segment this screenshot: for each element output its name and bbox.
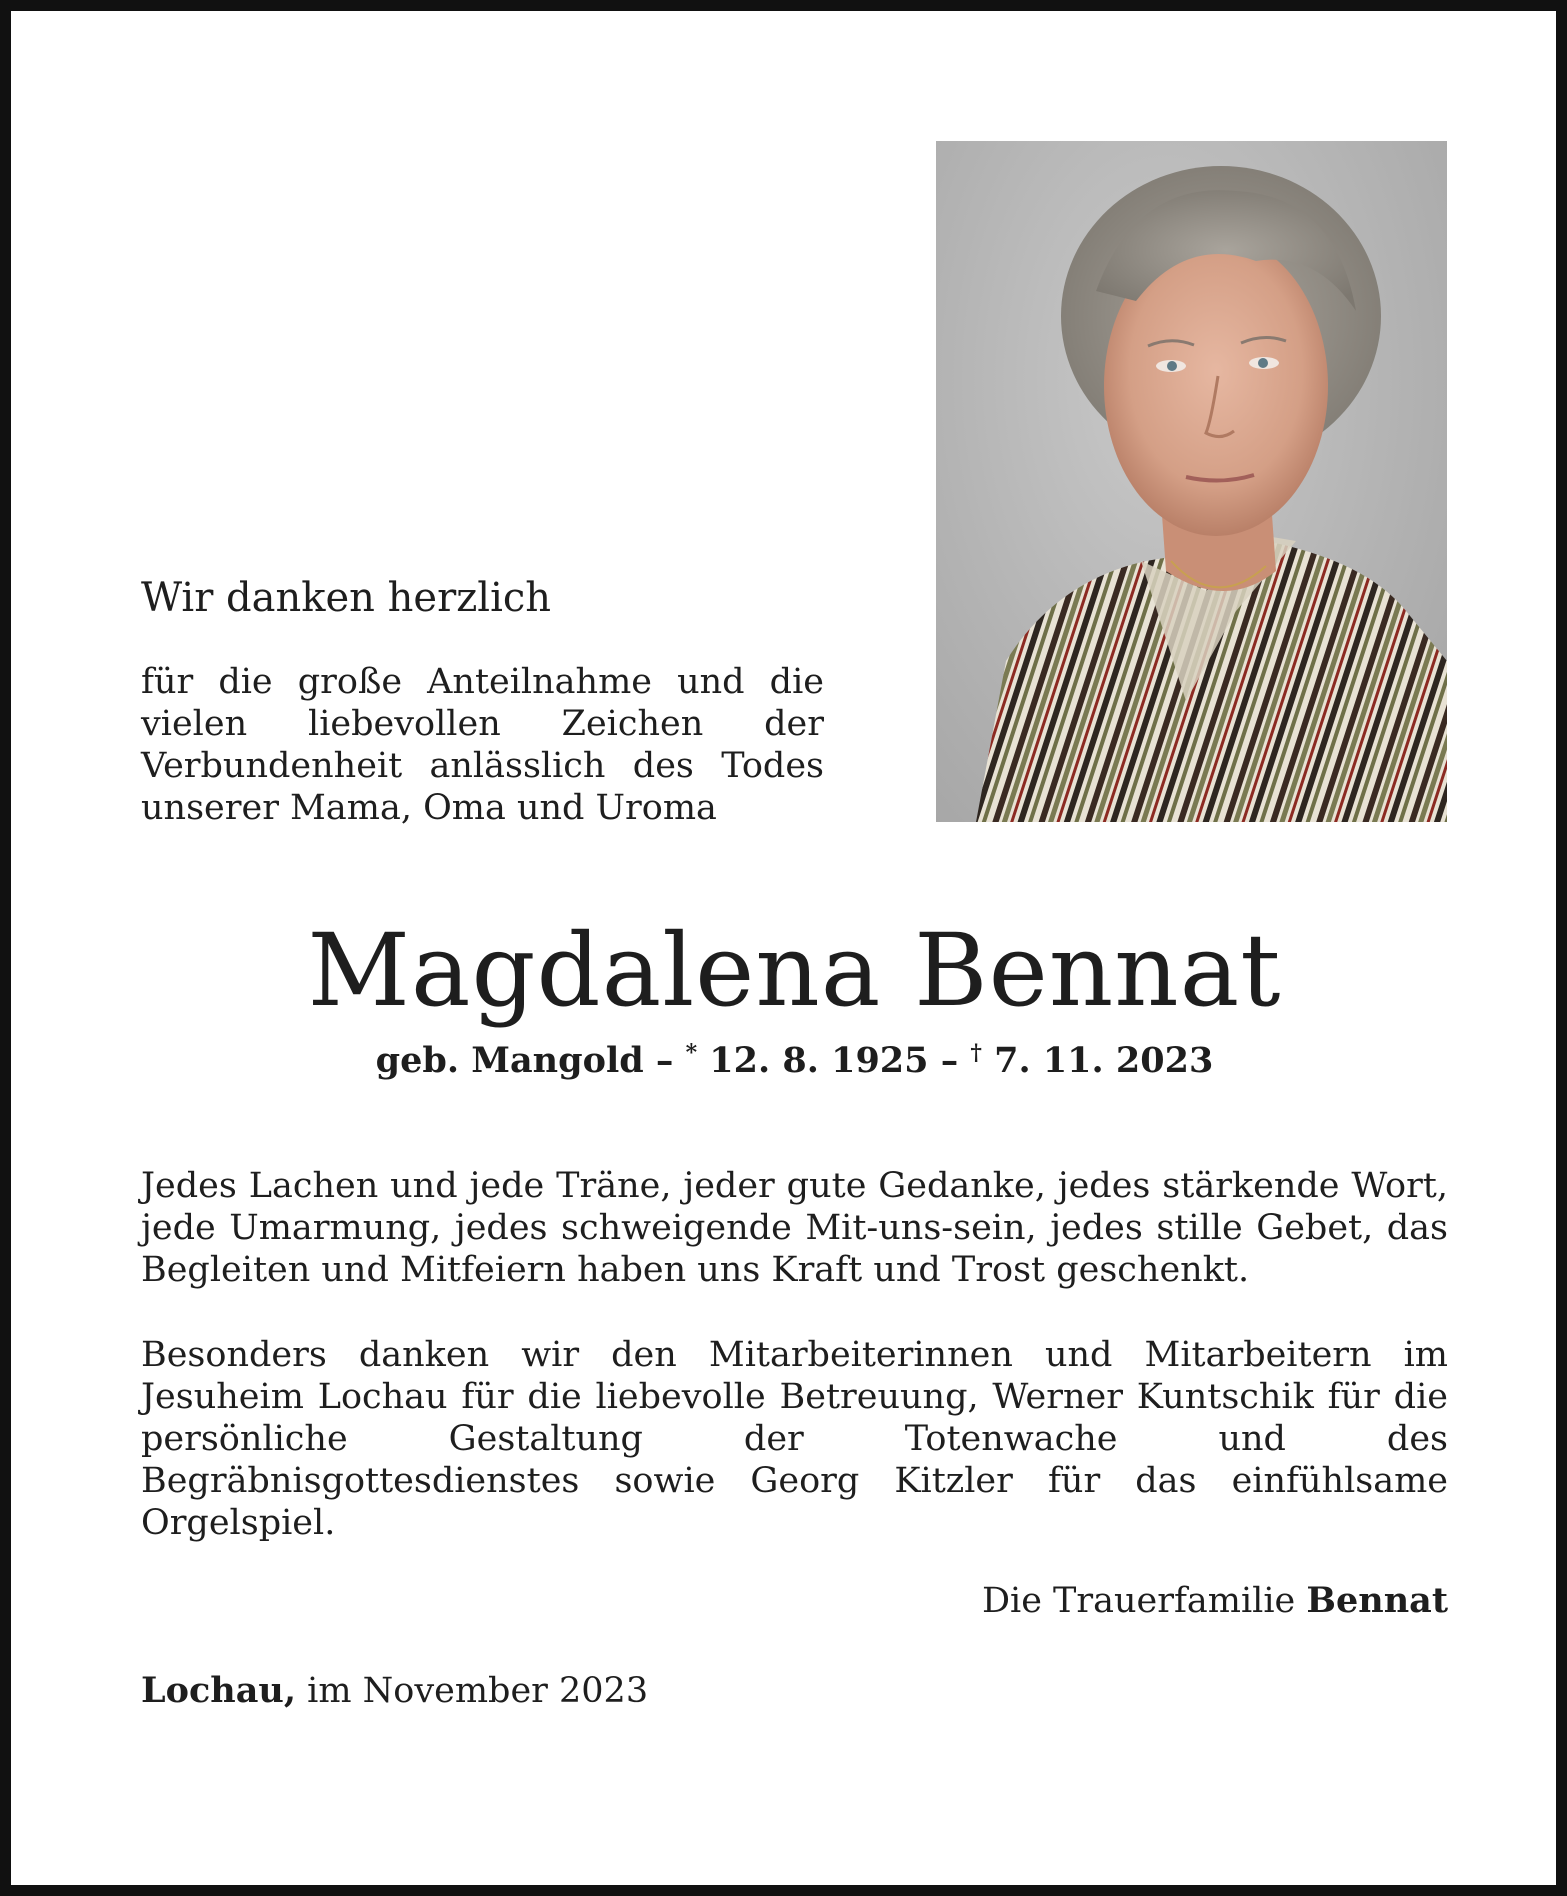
place-and-date: [141, 1669, 648, 1713]
death-date: 7. 11. 2023: [994, 1040, 1214, 1081]
deceased-name: Magdalena Bennat: [307, 912, 1282, 1029]
birth-date: 12. 8. 1925: [709, 1040, 929, 1081]
date-line: im November 2023: [307, 1671, 649, 1711]
thanks-paragraph-1: Jedes Lachen und jede Träne, jeder gute Gedanke, jedes stärkende Wort, jede Umarmung, jedes schweigende Mit-uns-sein, jedes stille Gebet, das Begleiten und Mitfeiern haben uns Kraft und Trost geschenkt.: [141, 1166, 1448, 1290]
place-name: Lochau,: [141, 1670, 297, 1711]
portrait-photo: [936, 141, 1447, 822]
birth-name: geb. Mangold: [375, 1040, 644, 1081]
life-dates: geb. Mangold – * 12. 8. 1925 – † 7. 11. 2023: [375, 1040, 1214, 1081]
intro-title: Wir danken herzlich: [141, 575, 552, 621]
thanks-paragraph-2: Besonders danken wir den Mitarbeiterinnen und Mitarbeitern im Jesuheim Lochau für die liebevolle Betreuung, Werner Kuntschik für die persönliche Gestaltung der Totenwache und des Begräbnisgottesdienstes sowie Georg Kitzler für das einfühlsame Orgelspiel.: [141, 1335, 1448, 1543]
death-symbol: †: [970, 1040, 982, 1066]
signature-family-name: Bennat: [1306, 1580, 1448, 1621]
signature: [141, 1579, 1448, 1623]
signature-prefix: Die Trauerfamilie: [981, 1581, 1296, 1621]
intro-body: für die große Anteilnahme und die vielen liebevollen Zeichen der Verbundenheit anlässlich des Todes unserer Mama, Oma und Uroma: [141, 662, 824, 828]
birth-symbol: *: [685, 1040, 698, 1066]
